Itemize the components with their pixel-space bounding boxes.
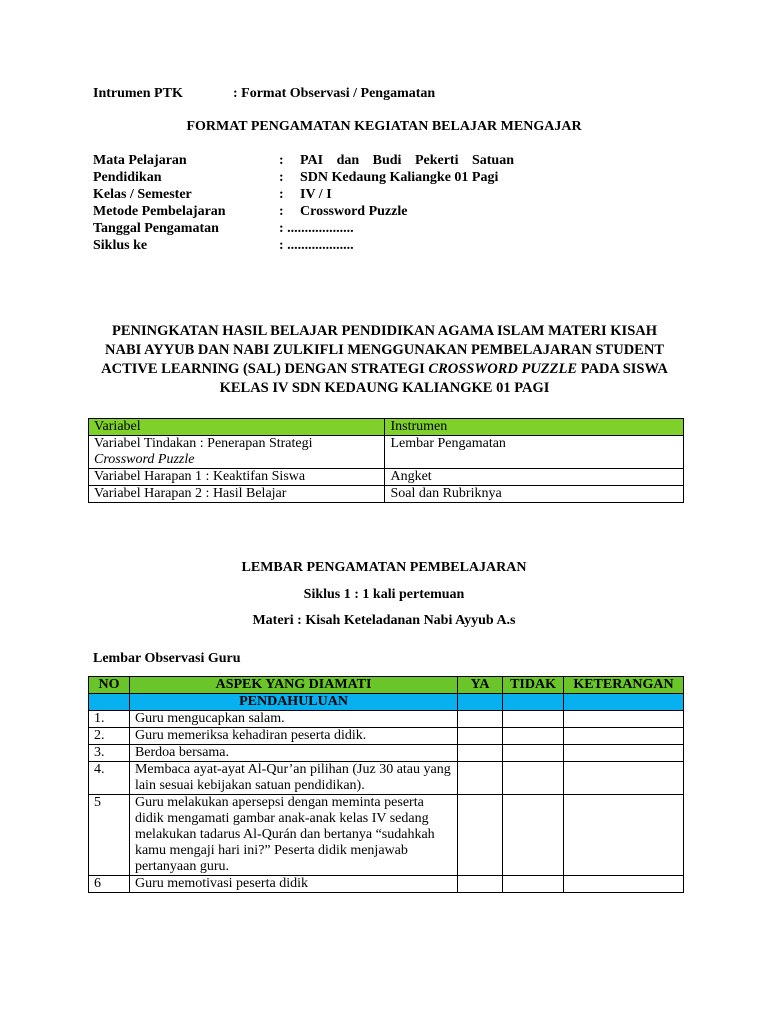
info-sep: : [279,153,284,168]
keterangan-cell[interactable] [564,762,684,795]
info-sep: : ................... [279,221,354,236]
table-row [89,795,684,876]
info-sep: : [279,170,284,185]
info-label: Pendidikan [93,170,162,185]
variable-cell: Variabel Harapan 2 : Hasil Belajar [89,486,385,503]
research-title-line [72,360,697,379]
research-title-part: ACTIVE LEARNING (SAL) DENGAN STRATEGI [101,361,429,377]
info-sep: : ................... [279,238,354,253]
instrument-label: Intrumen PTK [93,86,183,101]
section-cell [458,694,503,711]
tidak-cell[interactable] [503,745,564,762]
ya-cell[interactable] [458,745,503,762]
header-cell: NO [89,677,130,694]
info-label: Kelas / Semester [93,187,192,202]
tidak-cell[interactable] [503,795,564,876]
research-title-italic: CROSSWORD PUZZLE [428,361,578,377]
header-cell: YA [458,677,503,694]
variable-table [88,418,684,503]
tidak-cell[interactable] [503,711,564,728]
table-row [89,762,684,795]
research-title-line: KELAS IV SDN KEDAUNG KALIANGKE 01 PAGI [219,380,550,396]
keterangan-cell[interactable] [564,711,684,728]
table-row [89,711,684,728]
ya-cell[interactable] [458,876,503,893]
info-sep: : [279,187,284,202]
table-row [89,728,684,745]
aspect-cell: Membaca ayat-ayat Al-Qur’an pilihan (Juz 30 atau yang lain sesuai kebijakan satuan pendidikan). [129,762,457,795]
sheet-cycle: Siklus 1 : 1 kali pertemuan [303,587,465,602]
aspect-cell: Guru memeriksa kehadiran peserta didik. [129,728,457,745]
instrument-cell: Lembar Pengamatan [385,436,684,469]
table-row [89,876,684,893]
row-number: 2. [89,728,130,745]
variable-text: Variabel Tindakan : Penerapan Strategi [94,436,313,451]
info-label: Mata Pelajaran [93,153,187,168]
section-row [89,694,684,711]
header-cell: TIDAK [503,677,564,694]
variable-italic: Crossword Puzzle [94,452,195,467]
observation-table-header [89,677,684,694]
instrument-cell: Angket [385,469,684,486]
aspect-cell: Guru mengucapkan salam. [129,711,457,728]
table-row [89,745,684,762]
keterangan-cell[interactable] [564,728,684,745]
row-number: 5 [89,795,130,876]
section-cell [89,694,130,711]
header-cell: KETERANGAN [564,677,684,694]
keterangan-cell[interactable] [564,745,684,762]
table-row [89,469,684,486]
research-title-line: NABI AYYUB DAN NABI ZULKIFLI MENGGUNAKAN PEMBELAJARAN STUDENT [105,342,664,358]
ya-cell[interactable] [458,728,503,745]
keterangan-cell[interactable] [564,876,684,893]
header-cell: Variabel [89,419,385,436]
sheet-title: LEMBAR PENGAMATAN PEMBELAJARAN [241,560,527,575]
info-label: Tanggal Pengamatan [93,221,219,236]
aspect-cell: Guru memotivasi peserta didik [129,876,457,893]
tidak-cell[interactable] [503,876,564,893]
table-row [89,436,684,469]
aspect-cell: Guru melakukan apersepsi dengan meminta peserta didik mengamati gambar anak-anak kelas IV sedang melakukan tadarus Al-Qurán dan bertanya “sudahkah kamu mengaji hari ini?” Peserta didik menjawab pertanyaan guru. [129,795,457,876]
row-number: 3. [89,745,130,762]
research-title [72,322,697,398]
header-cell: Instrumen [385,419,684,436]
info-label: Siklus ke [93,238,148,253]
info-value: Crossword Puzzle [300,204,408,219]
ya-cell[interactable] [458,762,503,795]
section-cell [503,694,564,711]
table-row [89,486,684,503]
aspect-cell: Berdoa bersama. [129,745,457,762]
row-number: 6 [89,876,130,893]
keterangan-cell[interactable] [564,795,684,876]
observation-label: Lembar Observasi Guru [93,651,241,666]
info-value: PAI dan Budi Pekerti Satuan [300,153,514,168]
info-value: SDN Kedaung Kaliangke 01 Pagi [300,170,499,185]
observation-table [88,676,684,893]
instrument-cell: Soal dan Rubriknya [385,486,684,503]
info-value: IV / I [300,187,332,202]
instrument-value: : Format Observasi / Pengamatan [233,86,436,101]
research-title-line: PENINGKATAN HASIL BELAJAR PENDIDIKAN AGAMA ISLAM MATERI KISAH [111,323,658,339]
ya-cell[interactable] [458,711,503,728]
info-sep: : [279,204,284,219]
variable-table-header [89,419,684,436]
variable-cell [89,436,385,469]
ya-cell[interactable] [458,795,503,876]
research-title-part: PADA SISWA [577,361,668,377]
row-number: 1. [89,711,130,728]
tidak-cell[interactable] [503,762,564,795]
section-cell [564,694,684,711]
sheet-material: Materi : Kisah Keteladanan Nabi Ayyub A.s [252,613,516,628]
row-number: 4. [89,762,130,795]
section-label: PENDAHULUAN [129,694,457,711]
variable-cell: Variabel Harapan 1 : Keaktifan Siswa [89,469,385,486]
tidak-cell[interactable] [503,728,564,745]
instrument-header [93,86,436,102]
header-cell: ASPEK YANG DIAMATI [129,677,457,694]
info-label: Metode Pembelajaran [93,204,226,219]
document-title: FORMAT PENGAMATAN KEGIATAN BELAJAR MENGAJAR [186,119,582,134]
